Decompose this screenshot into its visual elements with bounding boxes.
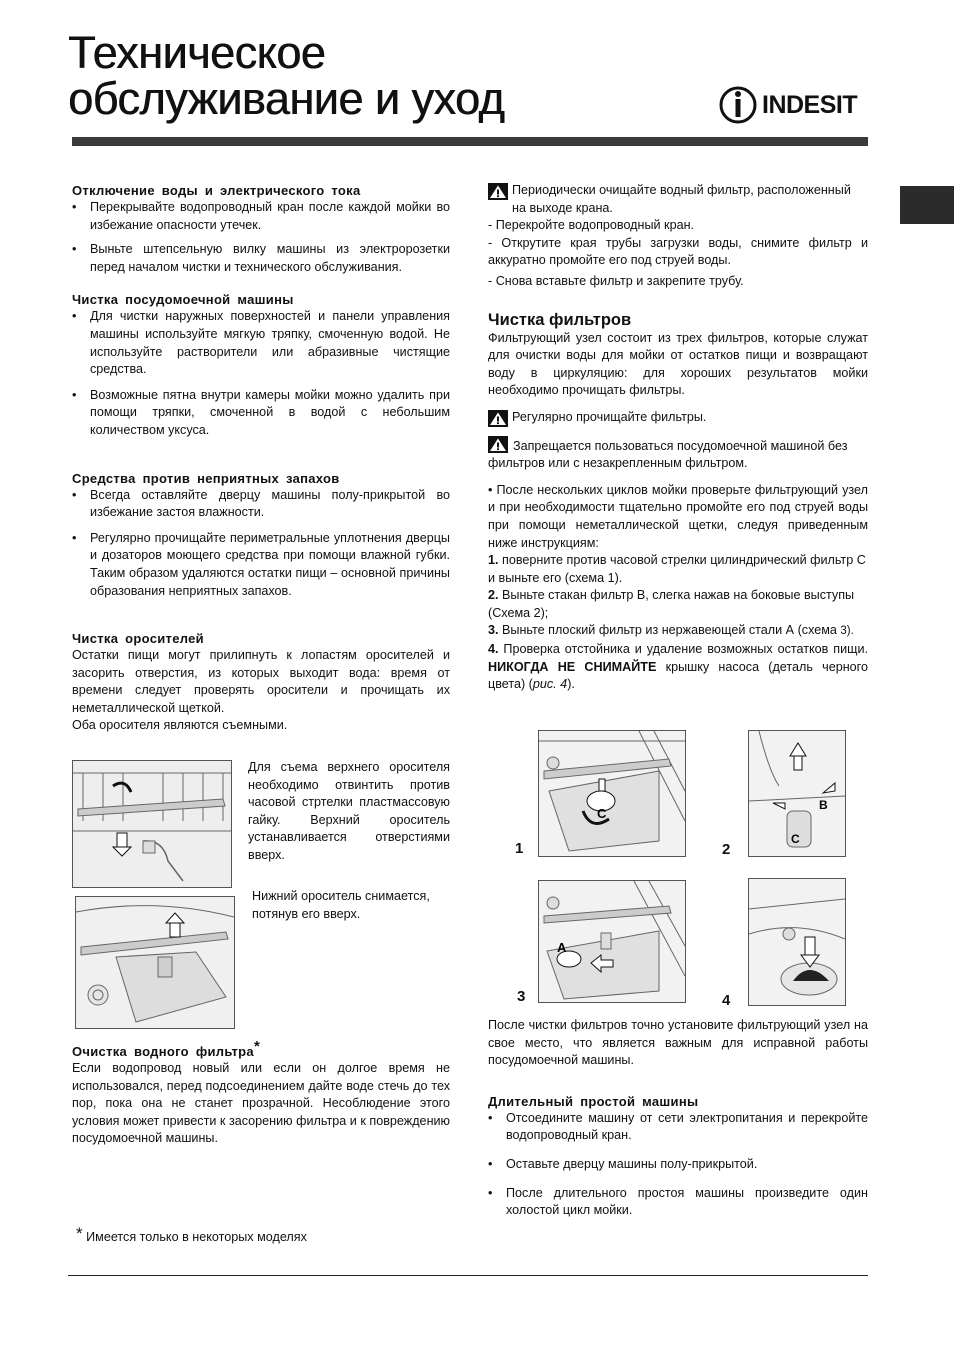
figure-upper-caption: Для съема верхнего оросителя необходимо отвинтить против часовой стртелки пластмассовую гайку. Верхний ороситель устанавливается отверстиями вверх. <box>248 760 450 862</box>
figure-number: 4 <box>722 992 731 1009</box>
warning-water-filter <box>488 182 868 217</box>
step-line: - Открутите края трубы загрузки воды, снимите фильтр и аккуратно промойте его под струей воды. <box>488 235 868 268</box>
figure-filter-3 <box>538 880 686 1003</box>
filter-c-label: C <box>597 806 607 821</box>
heading-spray-arms: Чистка оросителей <box>72 631 204 647</box>
list-item: • Отсоедините машину от сети электропитания и перекройте водопроводный кран. <box>488 1110 868 1145</box>
warning-icon <box>488 183 508 200</box>
brand-name: INDESIT <box>762 90 858 119</box>
heading-cleaning-machine: Чистка посудомоечной машины <box>72 292 294 308</box>
step-text: Выньте плоский фильтр из нержавеющей стали А (схема <box>498 623 841 638</box>
step-line: - Снова вставьте фильтр и закрепите трубу. <box>488 273 744 288</box>
heading-idle: Длительный простой машины <box>488 1093 699 1109</box>
filters-intro: Фильтрующий узел состоит из трех фильтров, которые служат для очистки воды для мойки от остатков пищи и возвращают воду в циркуляцию: для хороших результатов мойки необходимо прочищать фильтры. <box>488 330 868 398</box>
step-text-small: 3). <box>840 625 854 638</box>
step-number: 2. <box>488 588 499 603</box>
footnote-mark: * <box>76 1224 83 1243</box>
warning-icon <box>488 410 508 427</box>
header-rule <box>72 137 868 146</box>
warning-text: Регулярно прочищайте фильтры. <box>512 409 707 424</box>
step-number: 1. <box>488 553 499 568</box>
step-text: ). <box>567 677 575 692</box>
list-item: • Для чистки наружных поверхностей и панели управления машины используйте мягкую тряпку, смоченную водой. Не используйте растворители или абразивные чистящие средства. <box>72 308 450 378</box>
left-column <box>72 182 450 735</box>
filter-4-illustration <box>749 879 845 1005</box>
footnote <box>76 1224 456 1247</box>
footnote-text: Имеется только в некоторых моделях <box>86 1230 307 1244</box>
step-line: - Перекройте водопроводный кран. <box>488 218 695 233</box>
heading-water-filter-text: Очистка водного фильтра <box>72 1044 254 1059</box>
brand-logo <box>718 84 868 126</box>
section-tab <box>900 186 954 224</box>
heading-filters: Чистка фильтров <box>488 310 632 329</box>
upper-spray-arm-illustration <box>73 761 231 887</box>
list-cleaning-machine <box>72 308 450 439</box>
indesit-logo-icon <box>718 84 758 126</box>
warning-text: Периодически очищайте водный фильтр, расположенный на выходе крана. <box>512 183 851 215</box>
heading-water-power: Отключение воды и электрического тока <box>72 183 361 198</box>
figure-reference: рис. 4 <box>532 677 568 692</box>
filter-step-4 <box>488 641 868 694</box>
heading-water-filter <box>72 1038 450 1060</box>
filters-instructions: • После нескольких циклов мойки проверьте фильтрующий узел и при необходимости тщательно промойте его под струей воды при помощи неметаллической щетки, следуя приведенным ниже инструкциям: <box>488 482 868 550</box>
filter-2-illustration <box>749 731 845 856</box>
filter-step-3 <box>488 622 868 641</box>
figure-lower-caption: Нижний ороситель снимается, потянув его вверх. <box>252 889 430 921</box>
filter-step-1 <box>488 552 868 587</box>
list-item: • Перекрывайте водопроводный кран после каждой мойки во избежание опасности утечек. <box>72 199 450 234</box>
filter-3-illustration <box>539 881 685 1002</box>
figure-number: 2 <box>722 841 731 858</box>
step-text: Выньте стакан фильтр В, слегка нажав на боковые выступы (Схема 2); <box>488 588 855 620</box>
figure-filter-1 <box>538 730 686 857</box>
warning-text: Запрещается пользоваться посудомоечной машиной без фильтров или с незакрепленным фильтром. <box>488 438 848 471</box>
warning-no-filters <box>488 436 868 473</box>
spray-arms-removable: Оба оросителя являются съемными. <box>72 718 288 733</box>
list-item: • Возможные пятна внутри камеры мойки можно удалить при помощи тряпки, смоченной в водой с небольшим количеством уксуса. <box>72 387 450 440</box>
figure-filter-2 <box>748 730 846 857</box>
after-figures-text: После чистки фильтров точно установите фильтрующий узел на свое место, что является важным для исправной работы посудомоечной машины. <box>488 1018 868 1068</box>
figure-number: 3 <box>517 988 526 1005</box>
step-number: 3. <box>488 623 499 638</box>
figure-lower-spray-arm <box>75 896 235 1029</box>
list-item: • Регулярно прочищайте периметральные уплотнения дверцы и дозаторов моющего средства при помощи влажной губки. Таким образом удаляются остатки пищи – основной причины образования неприятных запахов. <box>72 530 450 600</box>
water-filter-text: Если водопровод новый или если он долгое время не использовался, перед подсоединением дайте воде стечь до тех пор, пока она не станет прозрачной. Несоблюдение этого условия может привести к засорению фильтра и к повреждению посудомоечной машины. <box>72 1061 450 1146</box>
step-number: 4. <box>488 642 499 657</box>
filter-a-label: A <box>557 940 567 955</box>
figure-filter-4 <box>748 878 846 1006</box>
footnote-star: * <box>253 1038 261 1055</box>
list-item: • Оставьте дверцу машины полу-прикрытой. <box>488 1156 868 1174</box>
spray-arms-text: Остатки пищи могут прилипнуть к лопастям оросителей и засорить отверстия, из которых выходит вода: время от времени следует проверять оросители и прочищать их неметаллической щеткой. <box>72 648 450 715</box>
right-column-bottom <box>488 1017 868 1220</box>
step-text: крышку насоса (деталь черного цвета) ( <box>488 659 868 692</box>
heading-odours: Средства против неприятных запахов <box>72 470 340 486</box>
list-item: • Выньте штепсельную вилку машины из электророзетки перед началом чистки и технического обслуживания. <box>72 241 450 276</box>
figure-upper-spray-arm <box>72 760 232 888</box>
list-water-power <box>72 199 450 276</box>
footer-rule <box>68 1275 868 1276</box>
warning-icon <box>488 436 508 453</box>
filter-step-2 <box>488 587 868 622</box>
filter-c-label: C <box>791 832 800 846</box>
list-idle <box>488 1110 868 1220</box>
filter-1-illustration <box>539 731 685 856</box>
list-item: • Всегда оставляйте дверцу машины полу-прикрытой во избежание застоя влажности. <box>72 487 450 522</box>
water-filter-section <box>72 1038 450 1148</box>
filter-b-label: B <box>819 798 828 812</box>
list-item: • После длительного простоя машины произведите один холостой цикл мойки. <box>488 1185 868 1220</box>
right-column <box>488 182 868 694</box>
step-text: Проверка отстойника и удаление возможных остатков пищи. <box>498 642 868 657</box>
lower-spray-arm-illustration <box>76 897 234 1028</box>
title-line-2: обслуживание и уход <box>68 73 505 124</box>
warning-clean-filters <box>488 409 868 427</box>
page-title <box>68 27 505 124</box>
list-odours <box>72 487 450 601</box>
figure-number: 1 <box>515 840 524 857</box>
step-warning: НИКОГДА НЕ СНИМАЙТЕ <box>488 659 657 674</box>
step-text: поверните против часовой стрелки цилиндрический фильтр С и выньте его (схема 1). <box>488 553 866 585</box>
title-line-1: Техническое <box>68 27 326 78</box>
